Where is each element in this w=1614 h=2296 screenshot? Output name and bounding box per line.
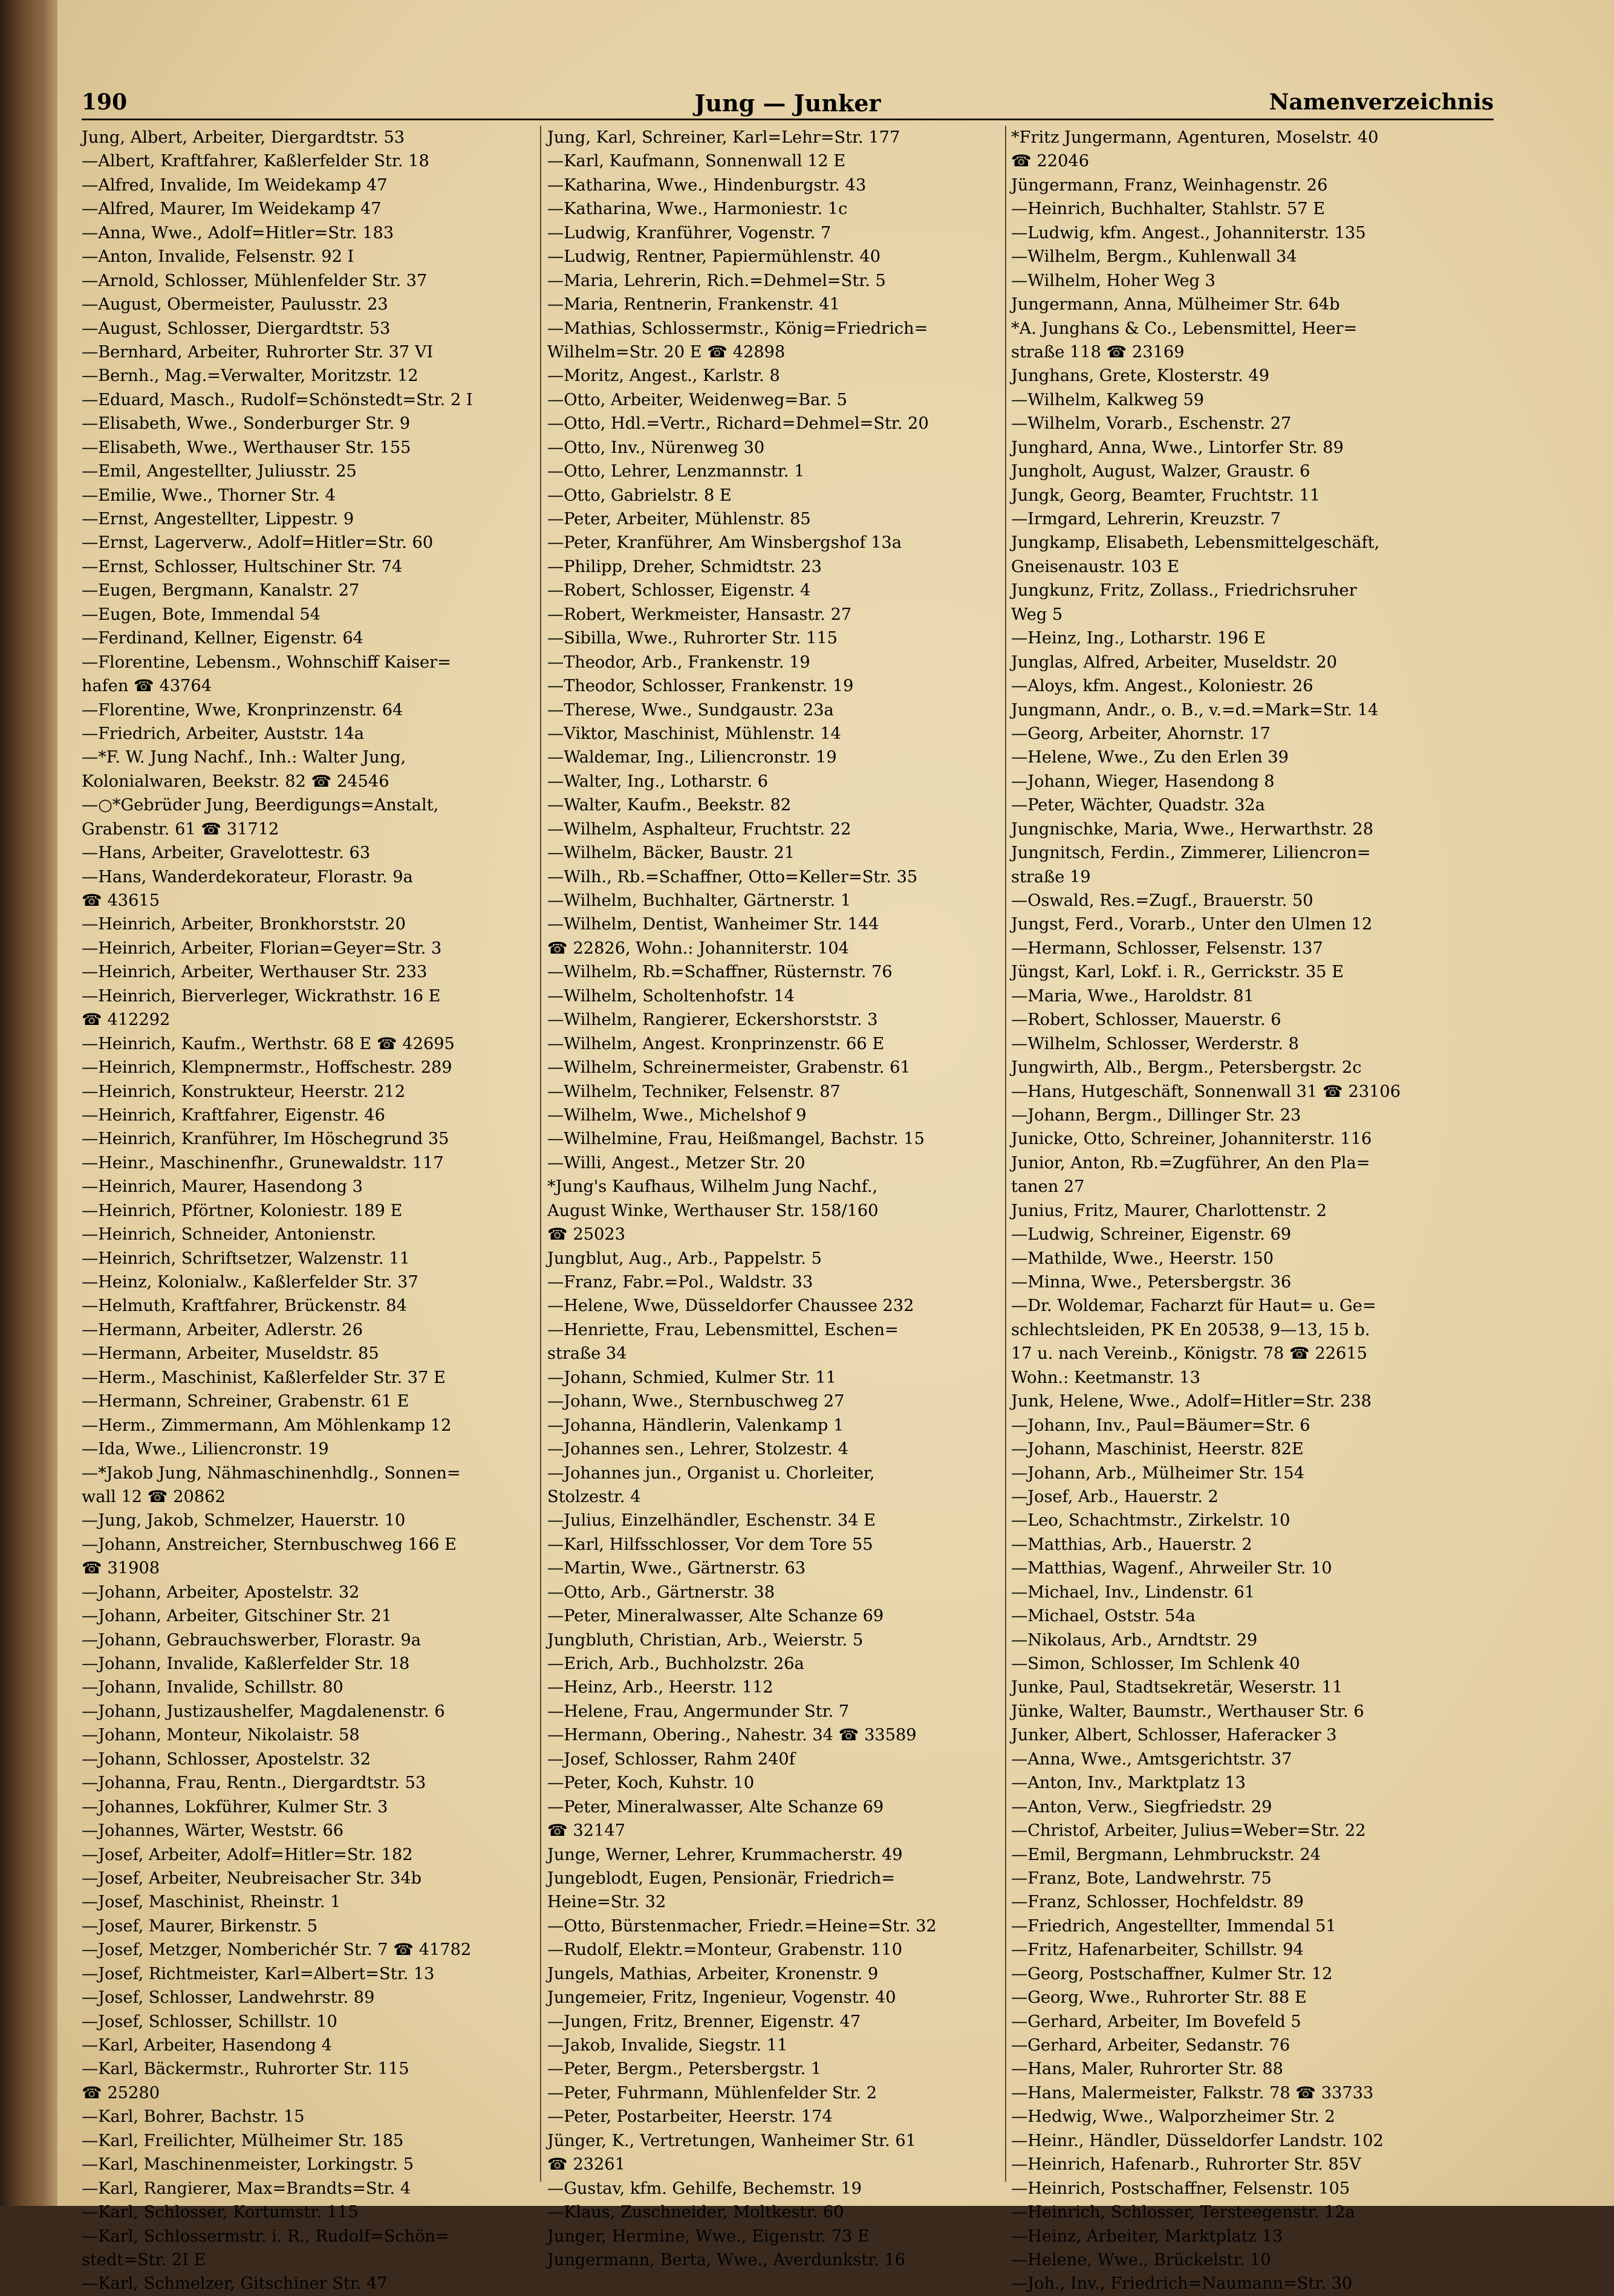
- directory-entry: —Georg, Wwe., Ruhrorter Str. 88 E: [1011, 1988, 1307, 2008]
- directory-entry: Junghard, Anna, Wwe., Lintorfer Str. 89: [1011, 438, 1344, 457]
- directory-entry: —Wilh., Rb.=Schaffner, Otto=Keller=Str. 35: [547, 867, 918, 886]
- directory-entry: —Ludwig, Schreiner, Eigenstr. 69: [1011, 1225, 1292, 1244]
- directory-entry: wall 12 ☎ 20862: [82, 1487, 226, 1506]
- directory-entry: —Otto, Inv., Nürenweg 30: [547, 438, 765, 457]
- directory-entry: —Michael, Oststr. 54a: [1011, 1607, 1196, 1626]
- directory-entry: —Heinrich, Kraftfahrer, Eigenstr. 46: [82, 1105, 385, 1125]
- directory-entry: Junk, Helene, Wwe., Adolf=Hitler=Str. 238: [1011, 1392, 1372, 1411]
- directory-entry: —Heinz, Kolonialw., Kaßlerfelder Str. 37: [82, 1273, 418, 1292]
- directory-entry: —Matthias, Wagenf., Ahrweiler Str. 10: [1011, 1559, 1332, 1578]
- directory-entry: —Heinrich, Schlosser, Tersteegenstr. 12a: [1011, 2203, 1355, 2222]
- directory-entry: —Karl, Arbeiter, Hasendong 4: [82, 2036, 332, 2055]
- directory-entry: 17 u. nach Vereinb., Königstr. 78 ☎ 22615: [1011, 1344, 1367, 1364]
- directory-entry: —Oswald, Res.=Zugf., Brauerstr. 50: [1011, 891, 1313, 910]
- directory-entry: —Dr. Woldemar, Facharzt für Haut= u. Ge=: [1011, 1296, 1376, 1316]
- directory-entry: —Otto, Arb., Gärtnerstr. 38: [547, 1582, 775, 1602]
- directory-entry: —Heinr., Maschinenfhr., Grunewaldstr. 117: [82, 1153, 444, 1172]
- directory-entry: —Johann, Arbeiter, Gitschiner Str. 21: [82, 1607, 392, 1626]
- directory-entry: ☎ 43615: [82, 891, 160, 910]
- directory-entry: *Fritz Jungermann, Agenturen, Moselstr. 40: [1011, 128, 1379, 147]
- column-1: [82, 126, 541, 2294]
- directory-entry: —Peter, Mineralwasser, Alte Schanze 69: [547, 1607, 884, 1626]
- directory-entry: —Elisabeth, Wwe., Werthauser Str. 155: [82, 438, 411, 457]
- column-3: [1011, 126, 1494, 2294]
- directory-entry: Heine=Str. 32: [547, 1893, 666, 1912]
- directory-entry: —Friedrich, Angestellter, Immendal 51: [1011, 1916, 1336, 1936]
- directory-entry: *A. Junghans & Co., Lebensmittel, Heer=: [1011, 319, 1358, 338]
- directory-entry: Junghans, Grete, Klosterstr. 49: [1011, 366, 1269, 386]
- directory-entry: —Matthias, Arb., Hauerstr. 2: [1011, 1535, 1252, 1554]
- directory-entry: —Ludwig, kfm. Angest., Johanniterstr. 135: [1011, 223, 1366, 242]
- directory-entry: —Wilhelm, Techniker, Felsenstr. 87: [547, 1082, 841, 1101]
- directory-entry: schlechtsleiden, PK En 20538, 9—13, 15 b.: [1011, 1320, 1370, 1339]
- directory-entry: —Hans, Maler, Ruhrorter Str. 88: [1011, 2060, 1283, 2079]
- directory-entry: —Ernst, Angestellter, Lippestr. 9: [82, 510, 354, 528]
- directory-entry: —Walter, Kaufm., Beekstr. 82: [547, 796, 792, 815]
- directory-entry: —Wilhelm, Wwe., Michelshof 9: [547, 1105, 807, 1125]
- directory-entry: —Robert, Schlosser, Eigenstr. 4: [547, 581, 811, 600]
- directory-entry: Jungels, Mathias, Arbeiter, Kronenstr. 9: [547, 1964, 879, 1983]
- directory-entry: —Heinrich, Klempnermstr., Hoffschestr. 289: [82, 1058, 452, 1078]
- directory-entry: —Franz, Fabr.=Pol., Waldstr. 33: [547, 1273, 813, 1292]
- directory-entry: Jungbluth, Christian, Arb., Weierstr. 5: [547, 1630, 864, 1650]
- directory-entry: Junker, Albert, Schlosser, Haferacker 3: [1011, 1726, 1337, 1745]
- directory-entry: —Johann, Gebrauchswerber, Florastr. 9a: [82, 1630, 421, 1650]
- directory-entry: —Peter, Mineralwasser, Alte Schanze 69: [547, 1797, 884, 1816]
- directory-entry: —Anna, Wwe., Adolf=Hitler=Str. 183: [82, 223, 394, 242]
- directory-entry: —Johann, Schlosser, Apostelstr. 32: [82, 1749, 371, 1769]
- directory-entry: —Wilhelm, Angest. Kronprinzenstr. 66 E: [547, 1034, 885, 1053]
- directory-entry: —Karl, Freilichter, Mülheimer Str. 185: [82, 2131, 404, 2150]
- directory-entry: —Simon, Schlosser, Im Schlenk 40: [1011, 1654, 1300, 1673]
- directory-entry: Junger, Hermine, Wwe., Eigenstr. 73 E: [547, 2226, 870, 2246]
- directory-entry: Jungk, Georg, Beamter, Fruchtstr. 11: [1011, 486, 1321, 505]
- directory-entry: —Emil, Bergmann, Lehmbruckstr. 24: [1011, 1845, 1321, 1864]
- directory-entry: —Johannes, Wärter, Weststr. 66: [82, 1821, 344, 1841]
- directory-entry: —Johannes jun., Organist u. Chorleiter,: [547, 1463, 875, 1483]
- directory-entry: Jungeblodt, Eugen, Pensionär, Friedrich=: [547, 1868, 896, 1888]
- directory-entry: Wilhelm=Str. 20 E ☎ 42898: [547, 342, 786, 362]
- directory-entry: ☎ 22826, Wohn.: Johanniterstr. 104: [547, 938, 849, 958]
- directory-entry: —Wilhelmine, Frau, Heißmangel, Bachstr. 15: [547, 1130, 925, 1149]
- directory-entry: —Wilhelm, Schlosser, Werderstr. 8: [1011, 1034, 1299, 1053]
- directory-entry: —Heinrich, Bierverleger, Wickrathstr. 16 E: [82, 986, 441, 1006]
- directory-entry: —Erich, Arb., Buchholzstr. 26a: [547, 1654, 804, 1673]
- directory-entry: Gneisenaustr. 103 E: [1011, 557, 1179, 576]
- directory-entry: —Heinrich, Kaufm., Werthstr. 68 E ☎ 42695: [82, 1034, 455, 1053]
- directory-entry: stedt=Str. 2I E: [82, 2250, 206, 2269]
- directory-entry: —Karl, Schmelzer, Gitschiner Str. 47: [82, 2274, 388, 2294]
- directory-entry: Jünger, K., Vertretungen, Wanheimer Str. 61: [547, 2131, 916, 2150]
- directory-entry: —Heinrich, Arbeiter, Bronkhorststr. 20: [82, 915, 406, 934]
- directory-entry: —Mathilde, Wwe., Heerstr. 150: [1011, 1249, 1274, 1268]
- directory-entry: —Heinrich, Hafenarb., Ruhrorter Str. 85V: [1011, 2155, 1361, 2174]
- directory-entry: —Anton, Invalide, Felsenstr. 92 I: [82, 247, 354, 267]
- directory-entry: Jungholt, August, Walzer, Graustr. 6: [1011, 462, 1310, 481]
- directory-entry: —Gerhard, Arbeiter, Im Bovefeld 5: [1011, 2012, 1301, 2031]
- directory-entry: Jungkamp, Elisabeth, Lebensmittelgeschäft,: [1011, 533, 1380, 553]
- directory-entry: —Heinz, Arb., Heerstr. 112: [547, 1678, 773, 1697]
- directory-entry: —Otto, Lehrer, Lenzmannstr. 1: [547, 462, 805, 481]
- directory-entry: —Josef, Richtmeister, Karl=Albert=Str. 13: [82, 1964, 435, 1983]
- directory-entry: ☎ 25280: [82, 2083, 160, 2102]
- directory-entry: —Johanna, Frau, Rentn., Diergardtstr. 53: [82, 1774, 426, 1793]
- directory-entry: Stolzestr. 4: [547, 1487, 641, 1506]
- directory-entry: —Katharina, Wwe., Hindenburgstr. 43: [547, 175, 867, 195]
- directory-entry: —Rudolf, Elektr.=Monteur, Grabenstr. 110: [547, 1940, 902, 1960]
- directory-entry: —Fritz, Hafenarbeiter, Schillstr. 94: [1011, 1940, 1304, 1960]
- directory-entry: —Gustav, kfm. Gehilfe, Bechemstr. 19: [547, 2179, 862, 2198]
- directory-entry: —Hermann, Schreiner, Grabenstr. 61 E: [82, 1392, 409, 1411]
- directory-entry: straße 34: [547, 1344, 627, 1364]
- directory-entry: Junicke, Otto, Schreiner, Johanniterstr. 116: [1011, 1130, 1372, 1149]
- directory-entry: —Heinrich, Maurer, Hasendong 3: [82, 1177, 363, 1197]
- directory-entry: —Julius, Einzelhändler, Eschenstr. 34 E: [547, 1511, 876, 1530]
- directory-entry: —Leo, Schachtmstr., Zirkelstr. 10: [1011, 1511, 1290, 1530]
- directory-entry: —Josef, Arbeiter, Neubreisacher Str. 34b: [82, 1868, 422, 1888]
- directory-entry: —Heinz, Ing., Lotharstr. 196 E: [1011, 629, 1266, 648]
- section-title: Namenverzeichnis: [1269, 89, 1494, 115]
- directory-entry: —Henriette, Frau, Lebensmittel, Eschen=: [547, 1320, 899, 1339]
- directory-entry: —Josef, Metzger, Nomberichér Str. 7 ☎ 41782: [82, 1940, 472, 1960]
- directory-entry: —Anna, Wwe., Amtsgerichtstr. 37: [1011, 1749, 1292, 1769]
- directory-entry: —Josef, Arb., Hauerstr. 2: [1011, 1487, 1219, 1506]
- directory-entry: —Josef, Maschinist, Rheinstr. 1: [82, 1893, 341, 1912]
- directory-entry: —Theodor, Arb., Frankenstr. 19: [547, 652, 810, 672]
- directory-entry: —Waldemar, Ing., Liliencronstr. 19: [547, 748, 837, 767]
- directory-entry: —Moritz, Angest., Karlstr. 8: [547, 366, 780, 386]
- column-2: [547, 126, 1007, 2269]
- directory-entry: —Willi, Angest., Metzer Str. 20: [547, 1153, 805, 1172]
- directory-entry: —Herm., Zimmermann, Am Möhlenkamp 12: [82, 1416, 452, 1435]
- directory-entry: Jungnischke, Maria, Wwe., Herwarthstr. 28: [1011, 819, 1373, 839]
- directory-entry: —Karl, Bäckermstr., Ruhrorter Str. 115: [82, 2060, 409, 2079]
- directory-entry: —Hans, Arbeiter, Gravelottestr. 63: [82, 844, 371, 863]
- directory-entry: —August, Schlosser, Diergardtstr. 53: [82, 319, 391, 338]
- directory-entry: —Viktor, Maschinist, Mühlenstr. 14: [547, 724, 841, 743]
- directory-entry: —Therese, Wwe., Sundgaustr. 23a: [547, 700, 834, 720]
- directory-entry: —Heinz, Arbeiter, Marktplatz 13: [1011, 2226, 1283, 2246]
- directory-entry: Jungblut, Aug., Arb., Pappelstr. 5: [547, 1249, 822, 1268]
- directory-entry: —Bernhard, Arbeiter, Ruhrorter Str. 37 VI: [82, 342, 434, 362]
- directory-entry: —Florentine, Wwe, Kronprinzenstr. 64: [82, 700, 403, 720]
- directory-entry: —Hans, Malermeister, Falkstr. 78 ☎ 33733: [1011, 2083, 1374, 2102]
- directory-entry: Junglas, Alfred, Arbeiter, Museldstr. 20: [1011, 652, 1338, 672]
- directory-entry: —Otto, Bürstenmacher, Friedr.=Heine=Str. 32: [547, 1916, 937, 1936]
- directory-entry: —Helene, Frau, Angermunder Str. 7: [547, 1702, 850, 1721]
- directory-entry: Jüngermann, Franz, Weinhagenstr. 26: [1011, 175, 1328, 195]
- directory-entry: —Irmgard, Lehrerin, Kreuzstr. 7: [1011, 510, 1281, 528]
- directory-entry: —Gerhard, Arbeiter, Sedanstr. 76: [1011, 2036, 1290, 2055]
- directory-entry: —*Jakob Jung, Nähmaschinenhdlg., Sonnen=: [82, 1463, 461, 1483]
- directory-entry: —Johann, Wieger, Hasendong 8: [1011, 772, 1275, 791]
- directory-entry: ☎ 32147: [547, 1821, 625, 1841]
- directory-entry: —Johannes, Lokführer, Kulmer Str. 3: [82, 1797, 388, 1816]
- directory-entry: —Christof, Arbeiter, Julius=Weber=Str. 22: [1011, 1821, 1366, 1841]
- directory-entry: —Wilhelm, Kalkweg 59: [1011, 390, 1205, 409]
- directory-entry: —Johann, Schmied, Kulmer Str. 11: [547, 1368, 836, 1387]
- directory-entry: —Nikolaus, Arb., Arndtstr. 29: [1011, 1630, 1258, 1650]
- directory-entry: —Maria, Wwe., Haroldstr. 81: [1011, 986, 1254, 1006]
- directory-entry: —Wilhelm, Rangierer, Eckershorststr. 3: [547, 1010, 878, 1030]
- directory-entry: —Alfred, Invalide, Im Weidekamp 47: [82, 175, 388, 195]
- directory-entry: —Mathias, Schlossermstr., König=Friedrich=: [547, 319, 928, 338]
- directory-entry: —Karl, Hilfsschlosser, Vor dem Tore 55: [547, 1535, 873, 1554]
- directory-entry: Junior, Anton, Rb.=Zugführer, An den Pla=: [1011, 1153, 1370, 1172]
- directory-entry: —Jung, Jakob, Schmelzer, Hauerstr. 10: [82, 1511, 406, 1530]
- directory-entry: —Peter, Fuhrmann, Mühlenfelder Str. 2: [547, 2083, 877, 2102]
- directory-entry: —Wilhelm, Vorarb., Eschenstr. 27: [1011, 414, 1292, 434]
- directory-entry: Jungst, Ferd., Vorarb., Unter den Ulmen 12: [1011, 915, 1373, 934]
- directory-entry: —Josef, Schlosser, Landwehrstr. 89: [82, 1988, 375, 2008]
- directory-entry: —Florentine, Lebensm., Wohnschiff Kaiser=: [82, 652, 451, 672]
- directory-entry: —Helene, Wwe., Zu den Erlen 39: [1011, 748, 1289, 767]
- directory-entry: —Ernst, Lagerverw., Adolf=Hitler=Str. 60: [82, 533, 434, 553]
- directory-entry: Jungermann, Anna, Mülheimer Str. 64b: [1011, 295, 1340, 314]
- directory-entry: Jungermann, Berta, Wwe., Averdunkstr. 16: [547, 2250, 906, 2269]
- directory-entry: —Heinrich, Kranführer, Im Höschegrund 35: [82, 1130, 449, 1149]
- directory-entry: —Heinrich, Postschaffner, Felsenstr. 105: [1011, 2179, 1350, 2198]
- directory-entry: Junius, Fritz, Maurer, Charlottenstr. 2: [1011, 1201, 1327, 1220]
- directory-entry: —Klaus, Zuschneider, Moltkestr. 60: [547, 2203, 844, 2222]
- directory-entry: —Eduard, Masch., Rudolf=Schönstedt=Str. 2 I: [82, 390, 473, 409]
- directory-entry: —Jungen, Fritz, Brenner, Eigenstr. 47: [547, 2012, 861, 2031]
- directory-entry: —Franz, Schlosser, Hochfeldstr. 89: [1011, 1893, 1304, 1912]
- page-header: [82, 89, 1494, 120]
- directory-entry: —Heinr., Händler, Düsseldorfer Landstr. 102: [1011, 2131, 1384, 2150]
- directory-entry: —Wilhelm, Buchhalter, Gärtnerstr. 1: [547, 891, 851, 910]
- directory-entry: —*F. W. Jung Nachf., Inh.: Walter Jung,: [82, 748, 406, 767]
- directory-entry: —Georg, Arbeiter, Ahornstr. 17: [1011, 724, 1271, 743]
- directory-entry: —Karl, Schlosser, Kortumstr. 115: [82, 2203, 359, 2222]
- directory-entry: Jungnitsch, Ferdin., Zimmerer, Liliencron=: [1011, 844, 1371, 863]
- directory-entry: ☎ 23261: [547, 2155, 625, 2174]
- directory-entry: —Arnold, Schlosser, Mühlenfelder Str. 37: [82, 271, 428, 290]
- directory-entry: —Maria, Lehrerin, Rich.=Dehmel=Str. 5: [547, 271, 886, 290]
- directory-entry: straße 118 ☎ 23169: [1011, 342, 1185, 362]
- directory-entry: —Robert, Schlosser, Mauerstr. 6: [1011, 1010, 1281, 1030]
- directory-entry: —Heinrich, Schneider, Antonienstr.: [82, 1225, 377, 1244]
- directory-entry: —Peter, Postarbeiter, Heerstr. 174: [547, 2107, 833, 2127]
- directory-entry: —Wilhelm, Rb.=Schaffner, Rüsternstr. 76: [547, 963, 893, 982]
- directory-entry: —Josef, Arbeiter, Adolf=Hitler=Str. 182: [82, 1845, 413, 1864]
- directory-entry: —Martin, Wwe., Gärtnerstr. 63: [547, 1559, 806, 1578]
- directory-entry: —Aloys, kfm. Angest., Koloniestr. 26: [1011, 677, 1313, 696]
- directory-entry: hafen ☎ 43764: [82, 677, 212, 696]
- directory-entry: Weg 5: [1011, 605, 1063, 624]
- directory-entry: Kolonialwaren, Beekstr. 82 ☎ 24546: [82, 772, 389, 791]
- directory-entry: —Friedrich, Arbeiter, Auststr. 14a: [82, 724, 365, 743]
- directory-entry: —Robert, Werkmeister, Hansastr. 27: [547, 605, 852, 624]
- directory-entry: —Karl, Kaufmann, Sonnenwall 12 E: [547, 152, 846, 171]
- directory-entry: —Philipp, Dreher, Schmidtstr. 23: [547, 557, 822, 576]
- directory-entry: ☎ 31908: [82, 1559, 160, 1578]
- directory-entry: —Eugen, Bote, Immendal 54: [82, 605, 321, 624]
- directory-entry: August Winke, Werthauser Str. 158/160: [547, 1201, 879, 1220]
- directory-entry: —Josef, Schlosser, Schillstr. 10: [82, 2012, 337, 2031]
- directory-entry: —Heinrich, Buchhalter, Stahlstr. 57 E: [1011, 200, 1326, 219]
- directory-entry: —Johann, Arb., Mülheimer Str. 154: [1011, 1463, 1305, 1483]
- directory-entry: —Heinrich, Schriftsetzer, Walzenstr. 11: [82, 1249, 410, 1268]
- directory-entry: —Karl, Rangierer, Max=Brandts=Str. 4: [82, 2179, 411, 2198]
- directory-entry: —Walter, Ing., Lotharstr. 6: [547, 772, 769, 791]
- directory-entry: —Peter, Wächter, Quadstr. 32a: [1011, 796, 1265, 815]
- directory-entry: —Johann, Invalide, Kaßlerfelder Str. 18: [82, 1654, 410, 1673]
- directory-entry: Junke, Paul, Stadtsekretär, Weserstr. 11: [1011, 1678, 1343, 1697]
- directory-entry: —Hermann, Arbeiter, Museldstr. 85: [82, 1344, 379, 1364]
- directory-entry: —Peter, Arbeiter, Mühlenstr. 85: [547, 510, 811, 528]
- directory-entry: —Hans, Hutgeschäft, Sonnenwall 31 ☎ 23106: [1011, 1082, 1401, 1101]
- directory-entry: tanen 27: [1011, 1177, 1085, 1197]
- directory-entry: —Anton, Inv., Marktplatz 13: [1011, 1774, 1246, 1793]
- directory-entry: —Ludwig, Kranführer, Vogenstr. 7: [547, 223, 831, 242]
- directory-entry: —Hans, Wanderdekorateur, Florastr. 9a: [82, 867, 413, 886]
- directory-entry: —Josef, Schlosser, Rahm 240f: [547, 1749, 795, 1769]
- directory-entry: Jüngst, Karl, Lokf. i. R., Gerrickstr. 35 E: [1011, 963, 1344, 982]
- directory-entry: Jungemeier, Fritz, Ingenieur, Vogenstr. 40: [547, 1988, 896, 2008]
- directory-entry: —Jakob, Invalide, Siegstr. 11: [547, 2036, 788, 2055]
- directory-entry: —Peter, Bergm., Petersbergstr. 1: [547, 2060, 822, 2079]
- directory-entry: —Johann, Invalide, Schillstr. 80: [82, 1678, 343, 1697]
- directory-entry: —Wilhelm, Asphalteur, Fruchtstr. 22: [547, 819, 851, 839]
- directory-entry: Jungmann, Andr., o. B., v.=d.=Mark=Str. 14: [1011, 700, 1379, 720]
- directory-entry: —Johann, Monteur, Nikolaistr. 58: [82, 1726, 360, 1745]
- directory-entry: —Hermann, Arbeiter, Adlerstr. 26: [82, 1320, 363, 1339]
- directory-entry: —Minna, Wwe., Petersbergstr. 36: [1011, 1273, 1292, 1292]
- directory-entry: —Ernst, Schlosser, Hultschiner Str. 74: [82, 557, 403, 576]
- directory-entry: —Michael, Inv., Lindenstr. 61: [1011, 1582, 1255, 1602]
- directory-entry: —Maria, Rentnerin, Frankenstr. 41: [547, 295, 840, 314]
- directory-entry: —Johanna, Händlerin, Valenkamp 1: [547, 1416, 844, 1435]
- directory-entry: —Johann, Wwe., Sternbuschweg 27: [547, 1392, 845, 1411]
- directory-entry: —Johann, Maschinist, Heerstr. 82E: [1011, 1440, 1304, 1459]
- directory-entry: —Peter, Kranführer, Am Winsbergshof 13a: [547, 533, 902, 553]
- directory-entry: ☎ 412292: [82, 1010, 171, 1030]
- directory-entry: Jungwirth, Alb., Bergm., Petersbergstr. 2c: [1011, 1058, 1362, 1078]
- directory-entry: —Hermann, Schlosser, Felsenstr. 137: [1011, 938, 1323, 958]
- directory-entry: —Helene, Wwe., Brückelstr. 10: [1011, 2250, 1271, 2269]
- directory-entry: —Johann, Bergm., Dillinger Str. 23: [1011, 1105, 1301, 1125]
- directory-entry: —Ida, Wwe., Liliencronstr. 19: [82, 1440, 329, 1459]
- directory-entry: Junge, Werner, Lehrer, Krummacherstr. 49: [547, 1845, 903, 1864]
- directory-entry: Jung, Karl, Schreiner, Karl=Lehr=Str. 177: [547, 128, 900, 147]
- directory-entry: —Sibilla, Wwe., Ruhrorter Str. 115: [547, 629, 838, 648]
- directory-entry: —Emilie, Wwe., Thorner Str. 4: [82, 486, 336, 505]
- directory-entry: —Karl, Maschinenmeister, Lorkingstr. 5: [82, 2155, 414, 2174]
- directory-entry: —Johann, Inv., Paul=Bäumer=Str. 6: [1011, 1416, 1310, 1435]
- directory-entry: *Jung's Kaufhaus, Wilhelm Jung Nachf.,: [547, 1177, 878, 1197]
- directory-entry: Jünke, Walter, Baumstr., Werthauser Str. 6: [1011, 1702, 1364, 1721]
- directory-entry: —Peter, Koch, Kuhstr. 10: [547, 1774, 755, 1793]
- directory-entry: —Karl, Schlossermstr. i. R., Rudolf=Schön=: [82, 2226, 449, 2246]
- directory-entry: —Johann, Justizaushelfer, Magdalenenstr. 6: [82, 1702, 445, 1721]
- directory-entry: —Ludwig, Rentner, Papiermühlenstr. 40: [547, 247, 881, 267]
- directory-entry: —Helene, Wwe, Düsseldorfer Chaussee 232: [547, 1296, 914, 1316]
- directory-entry: —Albert, Kraftfahrer, Kaßlerfelder Str. 18: [82, 152, 429, 171]
- directory-entry: —Karl, Bohrer, Bachstr. 15: [82, 2107, 305, 2127]
- directory-entry: —Wilhelm, Hoher Weg 3: [1011, 271, 1215, 290]
- directory-entry: —Wilhelm, Bergm., Kuhlenwall 34: [1011, 247, 1297, 267]
- directory-entry: —Heinrich, Arbeiter, Florian=Geyer=Str. 3: [82, 938, 442, 958]
- directory-entry: —Theodor, Schlosser, Frankenstr. 19: [547, 677, 854, 696]
- directory-entry: —Georg, Postschaffner, Kulmer Str. 12: [1011, 1964, 1333, 1983]
- directory-entry: Wohn.: Keetmanstr. 13: [1011, 1368, 1200, 1387]
- directory-entry: —Katharina, Wwe., Harmoniestr. 1c: [547, 200, 848, 219]
- directory-entry: —Hedwig, Wwe., Walporzheimer Str. 2: [1011, 2107, 1335, 2127]
- directory-entry: —Emil, Angestellter, Juliusstr. 25: [82, 462, 357, 481]
- directory-entry: —August, Obermeister, Paulusstr. 23: [82, 295, 388, 314]
- directory-entry: —Wilhelm, Bäcker, Baustr. 21: [547, 844, 795, 863]
- directory-entry: —Eugen, Bergmann, Kanalstr. 27: [82, 581, 360, 600]
- directory-entry: —Wilhelm, Dentist, Wanheimer Str. 144: [547, 915, 879, 934]
- directory-entry: —Heinrich, Konstrukteur, Heerstr. 212: [82, 1082, 405, 1101]
- directory-entry: —Ferdinand, Kellner, Eigenstr. 64: [82, 629, 363, 648]
- directory-entry: —Johannes sen., Lehrer, Stolzestr. 4: [547, 1440, 848, 1459]
- directory-entry: Grabenstr. 61 ☎ 31712: [82, 819, 279, 839]
- directory-entry: —Helmuth, Kraftfahrer, Brückenstr. 84: [82, 1296, 407, 1316]
- directory-entry: —Otto, Arbeiter, Weidenweg=Bar. 5: [547, 390, 847, 409]
- directory-entry: ☎ 25023: [547, 1225, 625, 1244]
- directory-entry: —Heinrich, Pförtner, Koloniestr. 189 E: [82, 1201, 403, 1220]
- directory-entry: —Wilhelm, Scholtenhofstr. 14: [547, 986, 795, 1006]
- page-number: 190: [82, 89, 128, 115]
- directory-entry: —Johann, Anstreicher, Sternbuschweg 166 E: [82, 1535, 457, 1554]
- directory-entry: ☎ 22046: [1011, 152, 1089, 171]
- directory-entry: —Alfred, Maurer, Im Weidekamp 47: [82, 200, 382, 219]
- directory-entry: —Otto, Hdl.=Vertr., Richard=Dehmel=Str. 20: [547, 414, 929, 434]
- directory-entry: —Hermann, Obering., Nahestr. 34 ☎ 33589: [547, 1726, 917, 1745]
- directory-entry: Jung, Albert, Arbeiter, Diergardtstr. 53: [82, 128, 405, 147]
- directory-entry: Jungkunz, Fritz, Zollass., Friedrichsruher: [1011, 581, 1357, 600]
- directory-entry: —Bernh., Mag.=Verwalter, Moritzstr. 12: [82, 366, 418, 386]
- directory-entry: —Otto, Gabrielstr. 8 E: [547, 486, 732, 505]
- directory-entry: —○*Gebrüder Jung, Beerdigungs=Anstalt,: [82, 796, 439, 815]
- page-title: Jung — Junker: [694, 89, 881, 117]
- directory-entry: —Wilhelm, Schreinermeister, Grabenstr. 61: [547, 1058, 911, 1078]
- directory-entry: —Joh., Inv., Friedrich=Naumann=Str. 30: [1011, 2274, 1353, 2294]
- directory-entry: straße 19: [1011, 867, 1091, 886]
- directory-entry: —Johann, Arbeiter, Apostelstr. 32: [82, 1582, 360, 1602]
- directory-entry: —Herm., Maschinist, Kaßlerfelder Str. 37 E: [82, 1368, 446, 1387]
- directory-entry: —Heinrich, Arbeiter, Werthauser Str. 233: [82, 963, 428, 982]
- book-binding: [0, 0, 57, 2206]
- directory-entry: —Josef, Maurer, Birkenstr. 5: [82, 1916, 318, 1936]
- directory-entry: —Franz, Bote, Landwehrstr. 75: [1011, 1868, 1272, 1888]
- directory-entry: —Elisabeth, Wwe., Sonderburger Str. 9: [82, 414, 411, 434]
- directory-entry: —Anton, Verw., Siegfriedstr. 29: [1011, 1797, 1272, 1816]
